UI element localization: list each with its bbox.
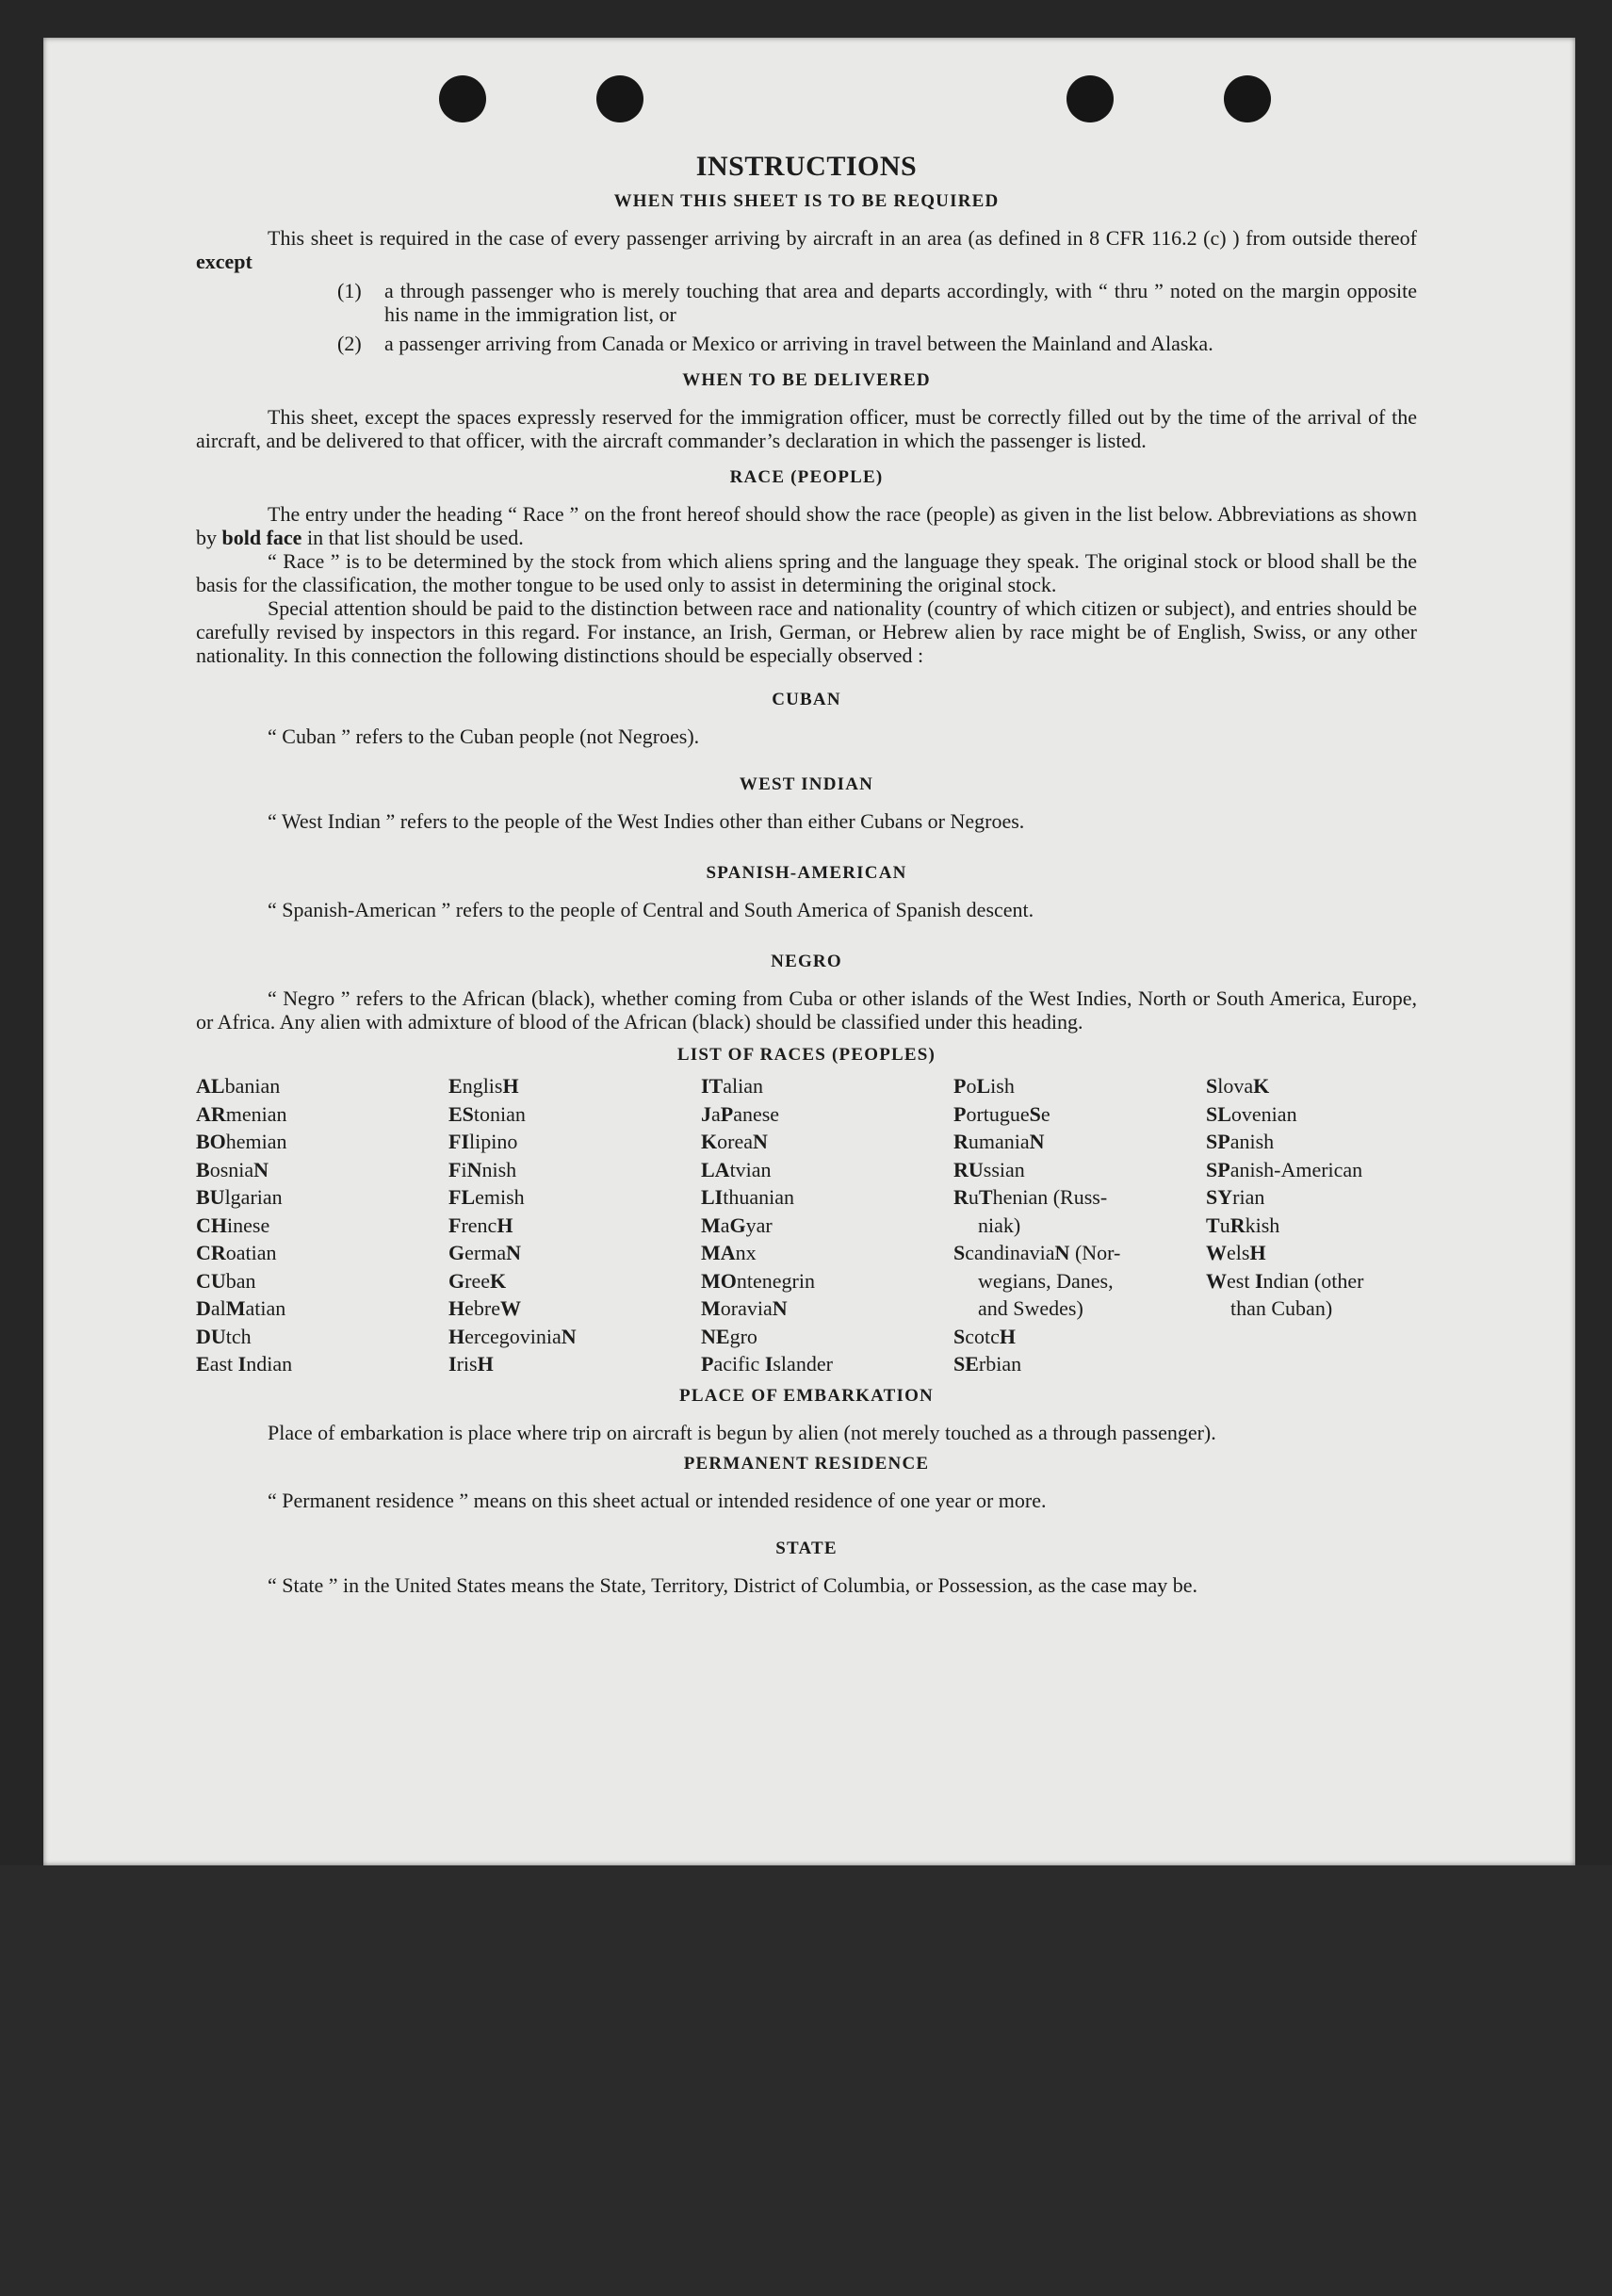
race-entry: LAtvian [701, 1157, 772, 1181]
race-entry: DalMatian [196, 1296, 286, 1320]
race-entry: FLemish [448, 1185, 525, 1209]
race-entry: niak) [978, 1213, 1021, 1237]
section-heading: RACE (PEOPLE) [729, 467, 884, 487]
page-title: INSTRUCTIONS [695, 151, 918, 182]
race-entry: GreeK [448, 1268, 507, 1293]
race-entry: East Indian [196, 1352, 293, 1376]
race-entry: HercegoviniaN [448, 1324, 577, 1348]
race-entry: wegians, Danes, [978, 1268, 1114, 1293]
race-entry: PoLish [953, 1074, 1015, 1098]
instructions-body [196, 151, 1417, 1597]
race-entry: ALbanian [196, 1074, 281, 1098]
paragraph: Special attention should be paid to the distinction between race and nationality (country of which citizen or subject), and entries should be carefully revised by inspectors in this regard. For instance, an Irish, German, or Hebrew alien by race might be of English, Swiss, or any other nationality. In this connection the following distinctions should be especially observed : [196, 596, 1417, 667]
race-entry: KoreaN [701, 1130, 768, 1153]
section-heading: STATE [775, 1538, 838, 1558]
punch-hole [1224, 75, 1271, 122]
paragraph: “ Negro ” refers to the African (black), whether coming from Cuba or other islands of the West Indies, North or South America, Europe, or Africa. Any alien with admixture of blood of the African (black) should be classified under this heading. [196, 986, 1417, 1034]
section-heading: SPANISH-AMERICAN [706, 863, 907, 883]
race-entry: MaGyar [701, 1213, 773, 1237]
race-entry: BosniaN [196, 1157, 269, 1181]
race-entry: JaPanese [701, 1101, 780, 1126]
race-entry: West Indian (other [1206, 1268, 1364, 1293]
race-entry: NEgro [701, 1324, 757, 1348]
paragraph: “ Permanent residence ” means on this sheet actual or intended residence of one year or more. [268, 1488, 1047, 1512]
race-entry: RumaniaN [953, 1130, 1045, 1153]
race-entry: RUssian [953, 1157, 1025, 1181]
race-entry: and Swedes) [978, 1296, 1083, 1320]
race-column [701, 1072, 953, 1378]
race-entry: EnglisH [448, 1074, 519, 1098]
race-column [1206, 1072, 1417, 1378]
race-entry: ScandinaviaN (Nor- [953, 1241, 1121, 1264]
race-entry: BUlgarian [196, 1185, 283, 1209]
race-entry: BOhemian [196, 1130, 287, 1153]
race-entry: RuThenian (Russ- [953, 1185, 1108, 1209]
race-entry: CRoatian [196, 1241, 277, 1264]
punch-hole [439, 75, 486, 122]
scan-background [0, 1865, 1612, 2296]
race-entry: FIlipino [448, 1130, 518, 1153]
race-entry: CHinese [196, 1213, 270, 1237]
race-entry: than Cuban) [1230, 1296, 1333, 1320]
section-heading: PLACE OF EMBARKATION [679, 1385, 934, 1406]
race-entry: TuRkish [1206, 1213, 1280, 1237]
section-heading: PERMANENT RESIDENCE [683, 1453, 930, 1474]
race-entry: EStonian [448, 1101, 526, 1126]
race-entry: MAnx [701, 1241, 757, 1264]
race-column [953, 1072, 1206, 1378]
race-entry: Pacific Islander [701, 1352, 833, 1376]
paragraph: The entry under the heading “ Race ” on the front hereof should show the race (people) as given in the list below. Abbreviations as shown by bold face in that list should be used. [196, 502, 1417, 549]
race-entry: MoraviaN [701, 1296, 788, 1320]
paragraph: “ State ” in the United States means the State, Territory, District of Columbia, or Possession, as the case may be. [268, 1572, 1198, 1597]
paragraph: “ Spanish-American ” refers to the people of Central and South America of Spanish descent. [268, 898, 1034, 921]
race-entry: ITalian [701, 1074, 764, 1098]
race-list [196, 1072, 1417, 1378]
race-entry: FiNnish [448, 1157, 517, 1181]
section-heading: WHEN TO BE DELIVERED [682, 370, 931, 390]
race-entry: ScotcH [953, 1324, 1017, 1348]
punch-hole [596, 75, 643, 122]
paragraph: Place of embarkation is place where trip on aircraft is begun by alien (not merely touched as a through passenger). [268, 1420, 1216, 1444]
race-entry: FrencH [448, 1213, 513, 1237]
race-entry: CUban [196, 1268, 256, 1293]
section-heading: CUBAN [772, 690, 841, 709]
race-entry: SErbian [953, 1352, 1022, 1376]
race-entry: GermaN [448, 1241, 521, 1264]
paragraph: “ Cuban ” refers to the Cuban people (not Negroes). [268, 725, 700, 748]
race-entry: LIthuanian [701, 1185, 795, 1209]
paragraph: “ Race ” is to be determined by the stock from which aliens spring and the language they speak. The original stock or blood shall be the basis for the classification, the mother tongue to be used only to assist in determining the original stock. [196, 549, 1417, 596]
race-entry: ARmenian [196, 1101, 287, 1126]
race-entry: SLovenian [1206, 1101, 1297, 1126]
race-entry: DUtch [196, 1324, 252, 1348]
section-heading: LIST OF RACES (PEOPLES) [676, 1045, 936, 1065]
punch-hole [1067, 75, 1114, 122]
section-heading: WEST INDIAN [739, 774, 874, 794]
race-column [196, 1072, 448, 1378]
list-item: (2) a passenger arriving from Canada or Mexico or arriving in travel between the Mainland and Alaska. [337, 332, 1213, 355]
paragraph: This sheet, except the spaces expressly reserved for the immigration officer, must be correctly filled out by the time of the arrival of the aircraft, and be delivered to that officer, with the aircraft commander’s declaration in which the passenger is listed. [196, 405, 1417, 452]
section-heading: WHEN THIS SHEET IS TO BE REQUIRED [613, 191, 1000, 211]
race-entry: SlovaK [1206, 1074, 1270, 1098]
paragraph: This sheet is required in the case of every passenger arriving by aircraft in an area (as defined in 8 CFR 116.2 (c) ) from outside thereof except [196, 226, 1417, 273]
race-entry: HebreW [448, 1296, 521, 1320]
section-heading: NEGRO [771, 952, 842, 971]
race-entry: WelsH [1206, 1241, 1266, 1264]
race-entry: MOntenegrin [701, 1268, 815, 1293]
list-item: (1) a through passenger who is merely touching that area and departs accordingly, with “ thru ” noted on the margin opposite his name in the immigration list, or [337, 279, 1417, 326]
race-entry: SPanish-American [1206, 1157, 1363, 1181]
race-column [448, 1072, 701, 1378]
race-entry: PortugueSe [953, 1101, 1050, 1126]
race-entry: SPanish [1206, 1130, 1275, 1153]
paragraph: “ West Indian ” refers to the people of the West Indies other than either Cubans or Negroes. [268, 809, 1025, 833]
race-entry: IrisH [448, 1352, 494, 1376]
race-entry: SYrian [1206, 1185, 1265, 1209]
